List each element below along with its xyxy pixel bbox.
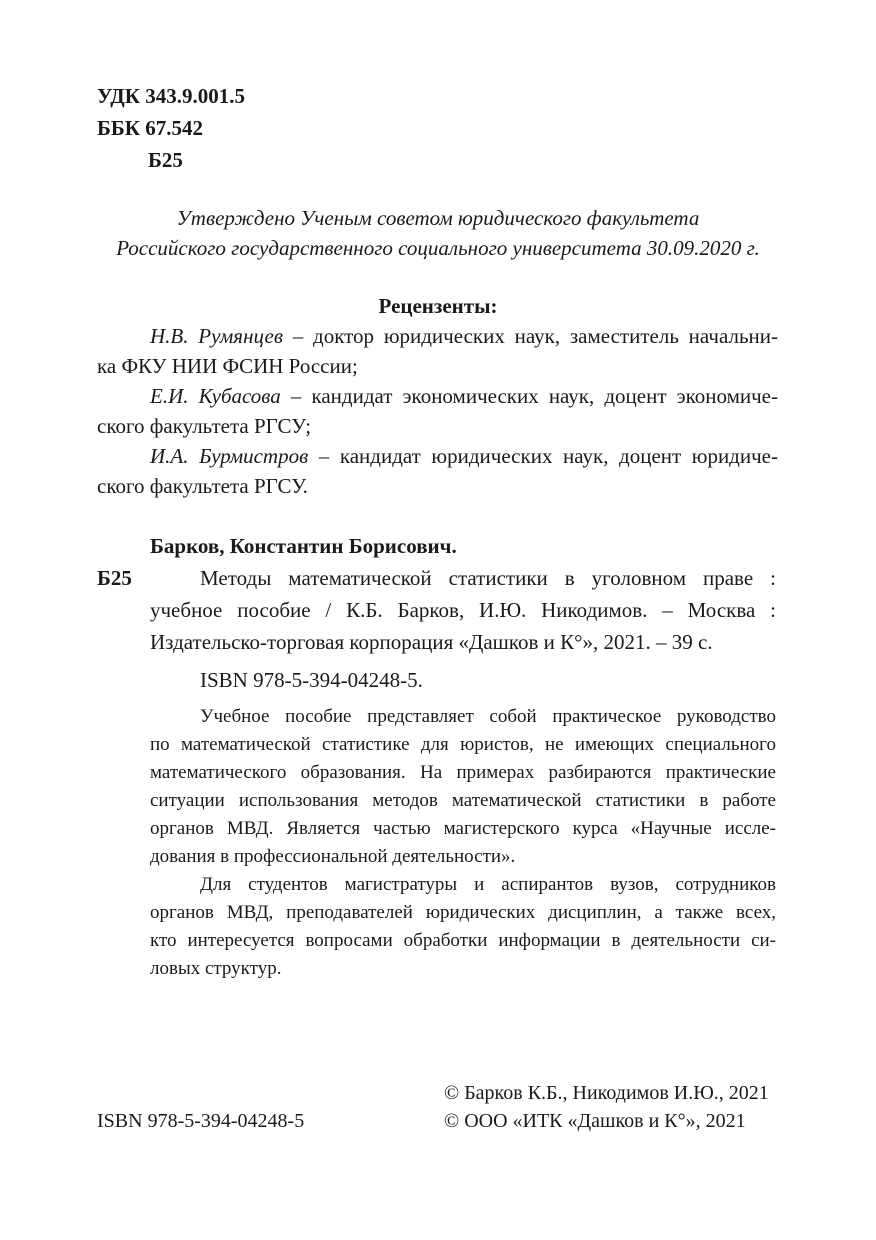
reviewer-3-line-2: ского факультета РГСУ. <box>97 474 308 498</box>
bib-line-2: учебное пособие / К.Б. Барков, И.Ю. Никодимов. – Москва : <box>150 598 776 622</box>
annotation-p1-line-2: по математической статистике для юристов, не имеющих специального <box>150 734 776 755</box>
copyright-publisher: © ООО «ИТК «Дашков и К°», 2021 <box>444 1110 746 1132</box>
reviewer-1-line-2: ка ФКУ НИИ ФСИН России; <box>97 354 358 378</box>
bib-line-3: Издательско-торговая корпорация «Дашков и К°», 2021. – 39 с. <box>150 630 713 654</box>
bib-author-heading: Барков, Константин Борисович. <box>150 534 457 558</box>
annotation-p2-line-1: Для студентов магистратуры и аспирантов вузов, сотрудников <box>200 874 776 895</box>
reviewer-2-line-2: ского факультета РГСУ; <box>97 414 312 438</box>
reviewer-1-line-1 <box>150 324 778 349</box>
reviewer-2-line-1 <box>150 384 778 409</box>
approval-line-1: Утверждено Ученым советом юридического факультета <box>176 206 700 230</box>
bib-isbn: ISBN 978-5-394-04248-5. <box>200 668 423 692</box>
annotation-p1-line-4: ситуации использования методов математической статистики в работе <box>150 790 776 811</box>
bib-mark: Б25 <box>97 566 132 590</box>
bbk-code: ББК 67.542 <box>97 116 203 140</box>
approval-line-2: Российского государственного социального университета 30.09.2020 г. <box>116 236 760 260</box>
reviewer-2-title: – кандидат экономических наук, доцент экономиче- <box>280 384 778 408</box>
reviewer-3-line-1 <box>150 444 778 469</box>
annotation-p2-line-4: ловых структур. <box>150 958 282 979</box>
copyright-authors: © Барков К.Б., Никодимов И.Ю., 2021 <box>444 1082 769 1104</box>
reviewer-1-name: Н.В. Румянцев <box>150 324 283 348</box>
annotation-p1-line-5: органов МВД. Является частью магистерского курса «Научные иссле- <box>150 818 776 839</box>
reviewer-2-name: Е.И. Кубасова <box>150 384 281 408</box>
annotation-p2-line-2: органов МВД, преподавателей юридических дисциплин, а также всех, <box>150 902 776 923</box>
annotation-p1-line-1: Учебное пособие представляет собой практическое руководство <box>200 706 776 727</box>
udk-code: УДК 343.9.001.5 <box>97 84 245 108</box>
annotation-p2-line-3: кто интересуется вопросами обработки информации в деятельности си- <box>150 930 776 951</box>
footer-isbn: ISBN 978-5-394-04248-5 <box>97 1110 305 1132</box>
reviewers-heading: Рецензенты: <box>378 294 498 318</box>
author-mark: Б25 <box>148 148 183 172</box>
reviewer-1-title: – доктор юридических наук, заместитель начальни- <box>282 324 778 348</box>
annotation-p1-line-6: дования в профессиональной деятельности». <box>150 846 516 867</box>
bib-line-1: Методы математической статистики в уголовном праве : <box>200 566 776 590</box>
reviewer-3-title: – кандидат юридических наук, доцент юридиче- <box>308 444 778 468</box>
annotation-p1-line-3: математического образования. На примерах разбираются практические <box>150 762 776 783</box>
reviewer-3-name: И.А. Бурмистров <box>150 444 309 468</box>
